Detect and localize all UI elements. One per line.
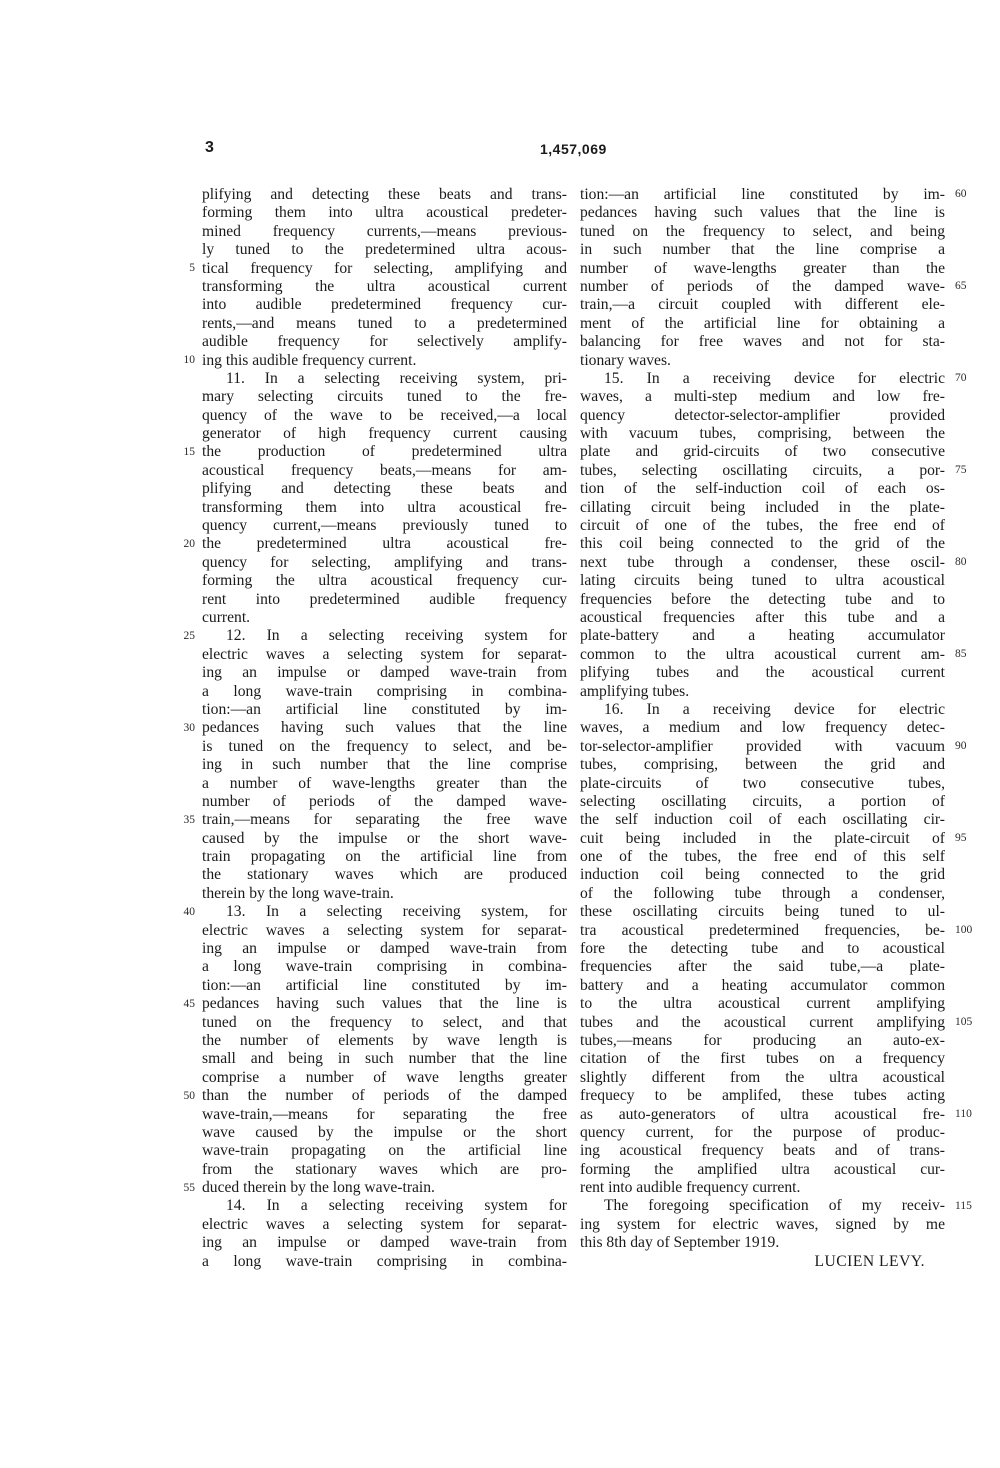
line-number-left: 25 bbox=[183, 629, 195, 642]
text-line: lating circuits being tuned to ultra acoustical bbox=[580, 572, 945, 590]
text-line: tion:—an artificial line constituted by im- bbox=[580, 186, 945, 203]
text-line: number of wave-lengths greater than the bbox=[580, 259, 945, 277]
text-line: 13. In a selecting receiving system, for bbox=[226, 903, 567, 921]
text-line: tionary waves. bbox=[580, 351, 671, 369]
line-number-left: 40 bbox=[183, 905, 195, 918]
text-line: these oscillating circuits being tuned to ul- bbox=[580, 903, 945, 921]
line-number-right: 115 bbox=[955, 1200, 972, 1212]
text-line: to the ultra acoustical current amplifying bbox=[580, 995, 945, 1013]
line-number-left: 35 bbox=[183, 813, 195, 826]
line-number-left: 15 bbox=[183, 445, 195, 458]
text-line: tubes, selecting oscillating circuits, a por- bbox=[580, 461, 945, 479]
line-number-left: 50 bbox=[183, 1089, 195, 1102]
text-line: fore the detecting tube and to acoustical bbox=[580, 940, 945, 958]
text-line: forming the ultra acoustical frequency cur- bbox=[202, 572, 567, 590]
text-line: The foregoing specification of my receiv- bbox=[604, 1197, 945, 1215]
text-line: number of periods of the damped wave- bbox=[580, 277, 945, 295]
text-line: therein by the long wave-train. bbox=[202, 884, 394, 902]
text-line: ly tuned to the predetermined ultra acous- bbox=[202, 241, 567, 259]
text-line: 15. In a receiving device for electric bbox=[604, 369, 945, 387]
text-line: quency detector-selector-amplifier provided bbox=[580, 406, 945, 424]
text-line: pedances having such values that the line bbox=[202, 719, 567, 737]
text-line: selecting oscillating circuits, a portion of bbox=[580, 792, 945, 810]
text-line: of the following tube through a condenser, bbox=[580, 884, 945, 902]
text-line: rents,—and means tuned to a predetermined bbox=[202, 314, 567, 332]
line-number-left: 5 bbox=[189, 261, 195, 274]
text-line: amplifying tubes. bbox=[580, 682, 690, 700]
text-line: comprise a number of wave lengths greater bbox=[202, 1068, 567, 1086]
text-line: quency current,—means previously tuned to bbox=[202, 517, 567, 535]
text-line: into audible predetermined frequency cur- bbox=[202, 296, 567, 314]
text-line: audible frequency for selectively amplify- bbox=[202, 333, 567, 351]
text-line: electric waves a selecting system for separat- bbox=[202, 921, 567, 939]
line-number-right: 85 bbox=[955, 648, 967, 660]
line-number-right: 95 bbox=[955, 832, 967, 844]
line-number-right: 65 bbox=[955, 280, 967, 292]
text-line: tuned on the frequency to select, and being bbox=[580, 222, 945, 240]
text-line: ing acoustical frequency beats and of trans- bbox=[580, 1142, 945, 1160]
line-number-left: 20 bbox=[183, 537, 195, 550]
text-line: one of the tubes, the free end of this self bbox=[580, 848, 945, 866]
text-line: wave-train,—means for separating the free bbox=[202, 1105, 567, 1123]
text-line: forming them into ultra acoustical predeter- bbox=[202, 204, 567, 222]
line-number-left: 30 bbox=[183, 721, 195, 734]
text-line: waves, a medium and low frequency detec- bbox=[580, 719, 945, 737]
text-line: acoustical frequencies after this tube and a bbox=[580, 608, 945, 626]
text-line: plifying and detecting these beats and trans- bbox=[202, 186, 567, 203]
text-line: next tube through a condenser, these oscil- bbox=[580, 553, 945, 571]
text-line: from the stationary waves which are pro- bbox=[202, 1160, 567, 1178]
text-line: train,—means for separating the free wave bbox=[202, 811, 567, 829]
text-line: acoustical frequency beats,—means for am- bbox=[202, 461, 567, 479]
text-line: induction coil being connected to the grid bbox=[580, 866, 945, 884]
text-line: ing an impulse or damped wave-train from bbox=[202, 664, 567, 682]
text-line: slightly different from the ultra acoustical bbox=[580, 1068, 945, 1086]
text-line: battery and a heating accumulator common bbox=[580, 976, 945, 994]
text-line: mary selecting circuits tuned to the fre- bbox=[202, 388, 567, 406]
text-line: tion:—an artificial line constituted by im- bbox=[202, 700, 567, 718]
text-line: ing system for electric waves, signed by me bbox=[580, 1215, 945, 1233]
text-line: generator of high frequency current causing bbox=[202, 425, 567, 443]
text-line: ing an impulse or damped wave-train from bbox=[202, 1234, 567, 1252]
signature: LUCIEN LEVY. bbox=[814, 1252, 925, 1270]
line-number-right: 110 bbox=[955, 1108, 972, 1120]
text-line: current. bbox=[202, 608, 251, 626]
text-line: transforming them into ultra acoustical fre- bbox=[202, 498, 567, 516]
text-line: frequecy to be amplifed, these tubes acting bbox=[580, 1087, 945, 1105]
text-line: rent into audible frequency current. bbox=[580, 1179, 801, 1197]
left-text-column bbox=[202, 186, 567, 1271]
text-line: mined frequency currents,—means previous- bbox=[202, 222, 567, 240]
text-line: plate-battery and a heating accumulator bbox=[580, 627, 945, 645]
text-line: a number of wave-lengths greater than the bbox=[202, 774, 567, 792]
line-number-right: 100 bbox=[955, 924, 973, 936]
text-line: with vacuum tubes, comprising, between the bbox=[580, 425, 945, 443]
text-line: 14. In a selecting receiving system for bbox=[226, 1197, 567, 1215]
text-line: wave caused by the impulse or the short bbox=[202, 1123, 567, 1141]
text-line: 16. In a receiving device for electric bbox=[604, 700, 945, 718]
text-line: pedances having such values that the line is bbox=[202, 995, 567, 1013]
text-line: citation of the first tubes on a frequency bbox=[580, 1050, 945, 1068]
text-line: wave-train propagating on the artificial line bbox=[202, 1142, 567, 1160]
text-line: electric waves a selecting system for separat- bbox=[202, 645, 567, 663]
text-line: train propagating on the artificial line from bbox=[202, 848, 567, 866]
text-line: tion:—an artificial line constituted by im- bbox=[202, 976, 567, 994]
text-line: tubes,—means for producing an auto-ex- bbox=[580, 1031, 945, 1049]
text-line: circuit of one of the tubes, the free end of bbox=[580, 517, 945, 535]
text-line: this coil being connected to the grid of the bbox=[580, 535, 945, 553]
line-number-right: 90 bbox=[955, 740, 967, 752]
text-line: forming the amplified ultra acoustical cur- bbox=[580, 1160, 945, 1178]
text-line: rent into predetermined audible frequency bbox=[202, 590, 567, 608]
text-line: the predetermined ultra acoustical fre- bbox=[202, 535, 567, 553]
text-line: number of periods of the damped wave- bbox=[202, 792, 567, 810]
text-line: frequencies after the said tube,—a plate- bbox=[580, 958, 945, 976]
line-number-left: 45 bbox=[183, 997, 195, 1010]
line-number-right: 75 bbox=[955, 464, 967, 476]
patent-number: 1,457,069 bbox=[540, 141, 607, 157]
page-number: 3 bbox=[205, 139, 215, 156]
text-line: balancing for free waves and not for sta- bbox=[580, 333, 945, 351]
text-line: pedances having such values that the line is bbox=[580, 204, 945, 222]
text-line: duced therein by the long wave-train. bbox=[202, 1179, 435, 1197]
text-line: tra acoustical predetermined frequencies, be- bbox=[580, 921, 945, 939]
text-line: train,—a circuit coupled with different ele- bbox=[580, 296, 945, 314]
text-line: cuit being included in the plate-circuit of bbox=[580, 829, 945, 847]
text-line: tor-selector-amplifier provided with vacuum bbox=[580, 737, 945, 755]
text-line: plifying tubes and the acoustical current bbox=[580, 664, 945, 682]
text-line: this 8th day of September 1919. bbox=[580, 1234, 780, 1252]
text-line: a long wave-train comprising in combina- bbox=[202, 958, 567, 976]
text-line: tical frequency for selecting, amplifying and bbox=[202, 259, 567, 277]
text-line: plate and grid-circuits of two consecutive bbox=[580, 443, 945, 461]
text-line: tubes and the acoustical current amplifying bbox=[580, 1013, 945, 1031]
text-line: cillating circuit being included in the plate- bbox=[580, 498, 945, 516]
text-line: ing this audible frequency current. bbox=[202, 351, 417, 369]
text-line: quency of the wave to be received,—a local bbox=[202, 406, 567, 424]
text-line: quency current, for the purpose of produc- bbox=[580, 1123, 945, 1141]
text-line: 11. In a selecting receiving system, pri- bbox=[226, 369, 567, 387]
text-line: electric waves a selecting system for separat- bbox=[202, 1215, 567, 1233]
text-line: tubes, comprising, between the grid and bbox=[580, 756, 945, 774]
line-number-right: 80 bbox=[955, 556, 967, 568]
text-line: quency for selecting, amplifying and trans- bbox=[202, 553, 567, 571]
text-line: common to the ultra acoustical current am- bbox=[580, 645, 945, 663]
text-line: the production of predetermined ultra bbox=[202, 443, 567, 461]
text-line: plate-circuits of two consecutive tubes, bbox=[580, 774, 945, 792]
line-number-right: 105 bbox=[955, 1016, 973, 1028]
text-line: a long wave-train comprising in combina- bbox=[202, 1252, 567, 1270]
text-line: the self induction coil of each oscillating cir- bbox=[580, 811, 945, 829]
text-line: is tuned on the frequency to select, and be- bbox=[202, 737, 567, 755]
text-line: the number of elements by wave length is bbox=[202, 1031, 567, 1049]
text-line: ing in such number that the line comprise bbox=[202, 756, 567, 774]
text-line: waves, a multi-step medium and low fre- bbox=[580, 388, 945, 406]
line-number-left: 55 bbox=[183, 1181, 195, 1194]
line-number-right: 60 bbox=[955, 188, 967, 200]
line-number-left: 10 bbox=[183, 353, 195, 366]
text-line: as auto-generators of ultra acoustical fre- bbox=[580, 1105, 945, 1123]
right-text-column bbox=[580, 186, 945, 1271]
text-line: tion of the self-induction coil of each os- bbox=[580, 480, 945, 498]
text-line: than the number of periods of the damped bbox=[202, 1087, 567, 1105]
text-line: caused by the impulse or the short wave- bbox=[202, 829, 567, 847]
text-line: ment of the artificial line for obtaining a bbox=[580, 314, 945, 332]
text-line: ing an impulse or damped wave-train from bbox=[202, 940, 567, 958]
line-number-right: 70 bbox=[955, 372, 967, 384]
text-line: the stationary waves which are produced bbox=[202, 866, 567, 884]
text-line: small and being in such number that the line bbox=[202, 1050, 567, 1068]
text-line: plifying and detecting these beats and bbox=[202, 480, 567, 498]
text-line: in such number that the line comprise a bbox=[580, 241, 945, 259]
text-line: frequencies before the detecting tube and to bbox=[580, 590, 945, 608]
text-line: tuned on the frequency to select, and that bbox=[202, 1013, 567, 1031]
text-line: a long wave-train comprising in combina- bbox=[202, 682, 567, 700]
text-line: transforming the ultra acoustical current bbox=[202, 277, 567, 295]
text-line: 12. In a selecting receiving system for bbox=[226, 627, 567, 645]
